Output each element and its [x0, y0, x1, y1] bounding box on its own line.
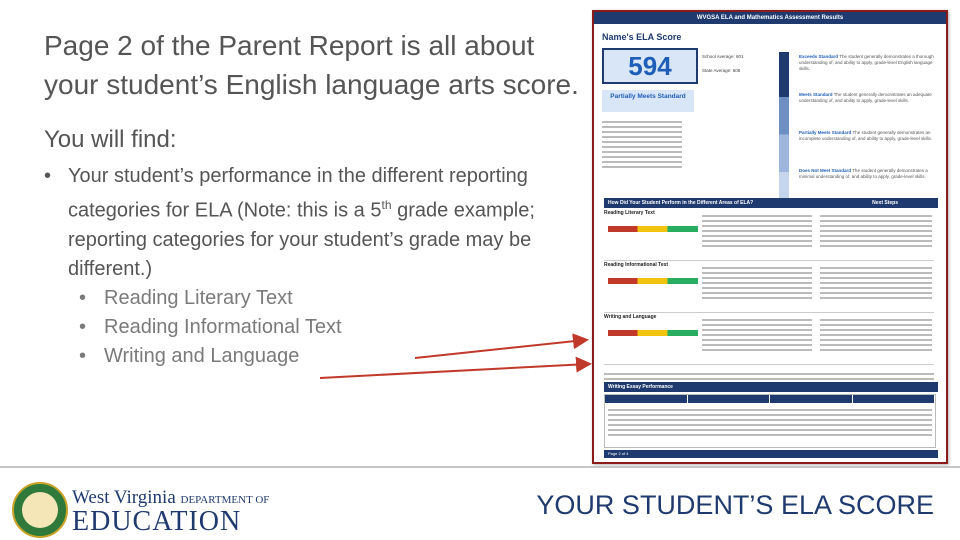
level-partially: Partially Meets Standard The student generally demonstrates an incomplete understanding of, and ability to apply, grade-level skills.	[799, 130, 932, 141]
category-bar	[608, 278, 698, 284]
sub-bullet-literary	[44, 284, 584, 313]
performance-level: Partially Meets Standard	[602, 90, 694, 112]
sub-bullet-text: Reading Informational Text	[104, 315, 342, 338]
category-bar	[608, 330, 698, 336]
bullet-text: Your student’s performance in the different reporting categories for ELA (Note: this is a 5	[68, 165, 528, 222]
wvde-logo	[72, 487, 269, 535]
report-header: WVGSA ELA and Mathematics Assessment Results	[594, 12, 946, 24]
bullet-categories	[44, 162, 584, 284]
sub-bullet-informational	[44, 313, 584, 342]
bullet-dot-icon: •	[44, 165, 52, 187]
text-panel	[44, 26, 584, 371]
parent-report-thumbnail	[592, 10, 948, 464]
state-seal-icon	[12, 482, 68, 538]
sub-bullet-text: Writing and Language	[104, 344, 300, 367]
slide-heading: Page 2 of the Parent Report is all about your student’s English language arts score.	[44, 30, 579, 100]
report-footer: Page 2 of 4	[604, 450, 938, 458]
logo-top-text: West Virginia	[72, 487, 176, 508]
category-writing: Writing and Language	[604, 314, 934, 365]
sub-bullet-text: Reading Literary Text	[104, 286, 293, 309]
sub-bullet-writing	[44, 342, 584, 371]
essay-table	[604, 394, 936, 448]
school-average: School Average: 601	[702, 54, 744, 59]
bullet-sup: th	[381, 198, 392, 212]
state-average: State Average: 608	[702, 68, 741, 73]
bullet-dot-icon: •	[79, 315, 87, 338]
level-exceeds: Exceeds Standard The student generally demonstrates a thorough understanding of, and ability to apply, grade-level English language skills.	[799, 54, 934, 71]
category-bar	[608, 226, 698, 232]
level-does-not-meet: Does Not Meet Standard The student generally demonstrates a minimal understanding of, and ability to apply, grade-level skills.	[799, 168, 928, 179]
logo-small-text: DEPARTMENT OF	[180, 494, 270, 506]
performance-header: How Did Your Student Perform in the Different Areas of ELA? Next Steps	[604, 198, 938, 208]
score-value: 594	[602, 48, 698, 84]
category-literary: Reading Literary Text	[604, 210, 934, 261]
slide-title: YOUR STUDENT’S ELA SCORE	[536, 490, 934, 520]
bullet-dot-icon: •	[79, 344, 87, 367]
essay-header: Writing Essay Performance	[604, 382, 938, 392]
score-notes	[602, 118, 682, 171]
score-panel	[602, 32, 772, 202]
footer-divider	[0, 466, 960, 468]
level-meets: Meets Standard The student generally demonstrates an adequate understanding of, and ability to apply, grade-level skills.	[799, 92, 932, 103]
logo-bottom-text: EDUCATION	[72, 506, 242, 537]
score-title: Name's ELA Score	[602, 32, 682, 42]
score-scale-bar	[779, 52, 789, 202]
bullet-dot-icon: •	[79, 286, 87, 309]
find-label: You will find:	[44, 126, 177, 153]
bullet-tail: grade example; reporting categories for your student’s grade may be different.)	[68, 199, 535, 280]
category-informational: Reading Informational Text	[604, 262, 934, 313]
